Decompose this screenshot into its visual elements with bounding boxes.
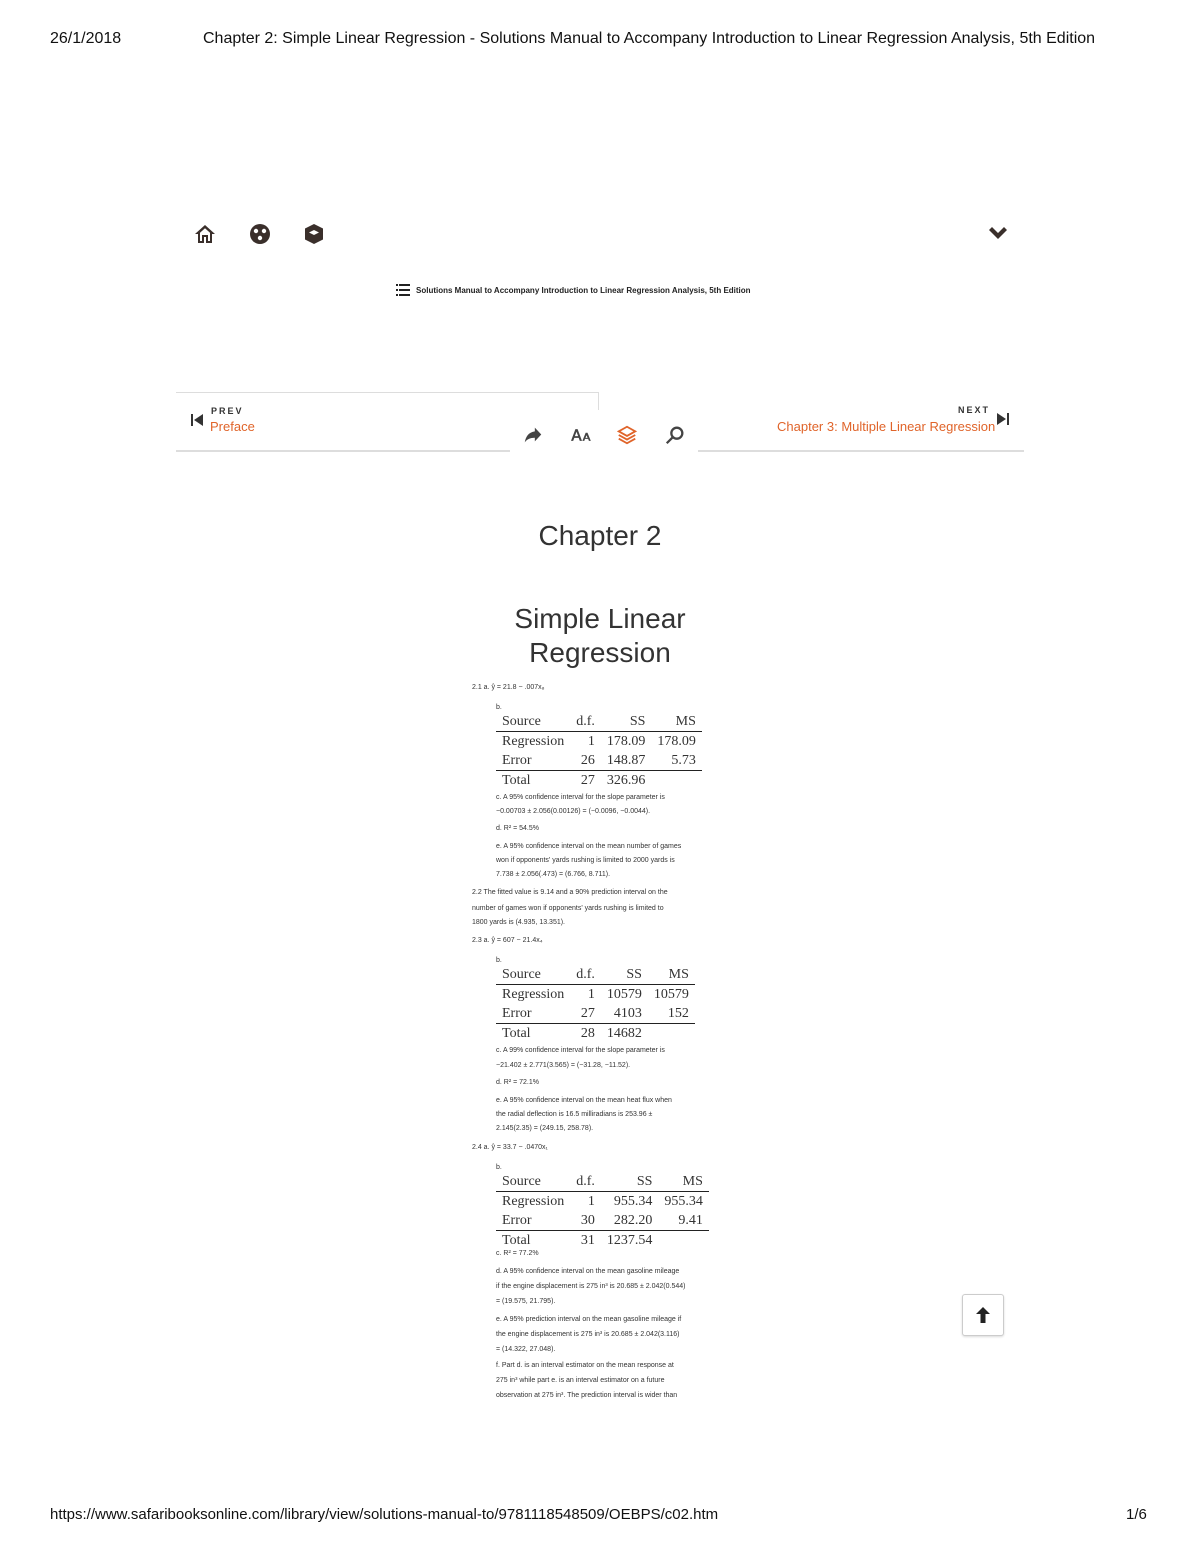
chevron-down-icon[interactable] <box>984 220 1012 248</box>
book-title-text: Solutions Manual to Accompany Introduction to Linear Regression Analysis, 5th Edition <box>416 285 751 295</box>
table-row <box>496 751 702 771</box>
print-date: 26/1/2018 <box>50 30 122 47</box>
table-cell: 326.96 <box>606 772 646 788</box>
nav-divider-right <box>698 450 1024 452</box>
answer-2-1-b-label: b. <box>496 704 502 711</box>
table-header: MS <box>675 713 696 729</box>
table-header: MS <box>682 1173 703 1189</box>
next-chapter-link[interactable]: Chapter 3: Multiple Linear Regression <box>777 419 996 434</box>
table-cell: Total <box>502 1025 531 1041</box>
answer-2-1-a: 2.1 a. ŷ = 21.8 − .007x₈ <box>472 684 545 691</box>
layers-icon[interactable] <box>614 422 640 448</box>
table-cell: Error <box>502 1005 532 1021</box>
table-cell <box>651 771 702 791</box>
table-header: d.f. <box>576 1173 595 1189</box>
answer-2-4-a: 2.4 a. ŷ = 33.7 − .0470x₁ <box>472 1144 548 1151</box>
table-cell: 5.73 <box>671 752 696 768</box>
chapter-title: Simple Linear Regression <box>514 603 686 668</box>
table-header: Source <box>502 713 541 729</box>
answer-2-3-b-label: b. <box>496 957 502 964</box>
table-cell: 152 <box>667 1005 689 1021</box>
nav-divider-notch <box>598 392 599 410</box>
table-cell: 9.41 <box>678 1212 703 1228</box>
table-cell: 282.20 <box>613 1212 653 1228</box>
table-cell: 1 <box>587 1193 595 1209</box>
answer-2-1-c-cont: −0.00703 ± 2.056(0.00126) = (−0.0096, −0.0044). <box>496 808 651 815</box>
answer-2-3-c-cont: −21.402 ± 2.771(3.565) = (−31.28, −11.52). <box>496 1062 631 1069</box>
table-cell: 31 <box>580 1232 595 1248</box>
safari-logo-icon[interactable] <box>300 220 328 248</box>
table-cell: 27 <box>580 1005 595 1021</box>
table-header: d.f. <box>576 966 595 982</box>
answer-2-1-e-cont: won if opponents' yards rushing is limited to 2000 yards is <box>496 857 675 864</box>
table-row <box>496 985 695 1005</box>
table-row-total <box>496 771 702 791</box>
table-cell: 178.09 <box>657 733 696 749</box>
share-icon[interactable] <box>520 422 546 448</box>
answer-2-4-e: e. A 95% prediction interval on the mean gasoline mileage if <box>496 1316 682 1323</box>
nav-divider-top <box>176 392 598 393</box>
answer-2-3-c: c. A 99% confidence interval for the slope parameter is <box>496 1047 665 1054</box>
prev-label: PREV <box>211 406 244 416</box>
table-row <box>496 732 702 752</box>
answer-2-4-b-label: b. <box>496 1164 502 1171</box>
answer-2-3-e-cont2: 2.145(2.35) = (249.15, 258.78). <box>496 1125 594 1132</box>
table-header: SS <box>636 1173 653 1189</box>
arrow-up-icon <box>974 1306 992 1324</box>
table-header: MS <box>668 966 689 982</box>
explore-icon[interactable] <box>246 220 274 248</box>
answer-2-4-c: c. R² = 77.2% <box>496 1250 539 1257</box>
back-to-top-button[interactable] <box>962 1294 1004 1336</box>
table-header: Source <box>502 1173 541 1189</box>
table-cell: 1237.54 <box>606 1232 653 1248</box>
table-cell <box>648 1024 695 1044</box>
table-row-total <box>496 1024 695 1044</box>
table-cell: Error <box>502 1212 532 1228</box>
table-cell: 1 <box>587 733 595 749</box>
table-cell: 148.87 <box>606 752 646 768</box>
table-cell: 4103 <box>613 1005 642 1021</box>
table-cell: 955.34 <box>613 1193 653 1209</box>
answer-2-3-e: e. A 95% confidence interval on the mean heat flux when <box>496 1097 672 1104</box>
answer-2-3-a: 2.3 a. ŷ = 607 − 21.4x₄ <box>472 937 543 944</box>
prev-chapter-icon[interactable] <box>190 413 204 432</box>
answer-2-2-cont2: 1800 yards is (4.935, 13.351). <box>472 919 566 926</box>
table-cell: 10579 <box>653 986 689 1002</box>
answer-2-1-d: d. R² = 54.5% <box>496 825 539 832</box>
toc-icon <box>396 283 410 297</box>
answer-2-3-e-cont: the radial deflection is 16.5 milliradians is 253.96 ± <box>496 1111 653 1118</box>
table-row-total <box>496 1231 709 1251</box>
table-cell: 1 <box>587 986 595 1002</box>
table-cell: 26 <box>580 752 595 768</box>
answer-2-1-e: e. A 95% confidence interval on the mean number of games <box>496 843 682 850</box>
anova-table-2-1 <box>496 712 702 790</box>
answer-2-4-f-cont2: observation at 275 in³. The prediction interval is wider than <box>496 1392 678 1399</box>
table-cell: Total <box>502 772 531 788</box>
table-row <box>496 1192 709 1212</box>
table-cell: Regression <box>502 986 565 1002</box>
answer-2-1-e-cont2: 7.738 ± 2.056(.473) = (6.766, 8.711). <box>496 871 611 878</box>
prev-chapter-link[interactable]: Preface <box>210 419 255 434</box>
table-header: SS <box>626 966 642 982</box>
print-page-title: Chapter 2: Simple Linear Regression - Solutions Manual to Accompany Introduction to Linear Regression Analysis, 5th Edition <box>203 30 1096 47</box>
table-header: Source <box>502 966 541 982</box>
answer-2-4-f: f. Part d. is an interval estimator on the mean response at <box>496 1362 674 1369</box>
table-cell: 955.34 <box>664 1193 703 1209</box>
next-chapter-icon[interactable] <box>996 412 1010 431</box>
answer-2-4-d-cont2: = (19.575, 21.795). <box>496 1298 556 1305</box>
table-cell: Error <box>502 752 532 768</box>
home-icon[interactable] <box>191 220 219 248</box>
anova-table-2-4 <box>496 1172 709 1250</box>
table-cell: 28 <box>580 1025 595 1041</box>
table-cell: 10579 <box>606 986 642 1002</box>
next-label: NEXT <box>958 405 991 415</box>
table-cell <box>658 1231 709 1251</box>
table-header: d.f. <box>576 713 595 729</box>
table-cell: Regression <box>502 733 565 749</box>
print-url: https://www.safaribooksonline.com/library/view/solutions-manual-to/9781118548509/OEBPS/c02.htm <box>50 1506 719 1523</box>
table-cell: 178.09 <box>606 733 646 749</box>
table-row <box>496 1211 709 1231</box>
answer-2-2: 2.2 The fitted value is 9.14 and a 90% prediction interval on the <box>472 889 668 896</box>
answer-2-4-d-cont: if the engine displacement is 275 in³ is 20.685 ± 2.042(0.544) <box>496 1283 686 1290</box>
table-cell: 27 <box>580 772 595 788</box>
font-size-icon[interactable] <box>567 422 597 448</box>
table-cell: Total <box>502 1232 531 1248</box>
nav-divider-left <box>176 450 510 452</box>
answer-2-1-c: c. A 95% confidence interval for the slope parameter is <box>496 794 665 801</box>
chapter-number: Chapter 2 <box>538 520 662 551</box>
table-header: SS <box>629 713 646 729</box>
answer-2-4-d: d. A 95% confidence interval on the mean gasoline mileage <box>496 1268 680 1275</box>
search-icon[interactable] <box>662 422 688 448</box>
table-cell: 30 <box>580 1212 595 1228</box>
answer-2-4-e-cont2: = (14.322, 27.048). <box>496 1346 556 1353</box>
anova-table-2-3 <box>496 965 695 1043</box>
book-title[interactable] <box>396 283 751 297</box>
answer-2-4-e-cont: the engine displacement is 275 in³ is 20.685 ± 2.042(3.116) <box>496 1331 680 1338</box>
table-cell: Regression <box>502 1193 565 1209</box>
answer-2-2-cont: number of games won if opponents' yards rushing is limited to <box>472 905 664 912</box>
answer-2-4-f-cont: 275 in³ while part e. is an interval estimator on a future <box>496 1377 665 1384</box>
table-row <box>496 1004 695 1024</box>
answer-2-3-d: d. R² = 72.1% <box>496 1079 539 1086</box>
table-cell: 14682 <box>606 1025 642 1041</box>
print-page-number: 1/6 <box>1126 1506 1147 1523</box>
